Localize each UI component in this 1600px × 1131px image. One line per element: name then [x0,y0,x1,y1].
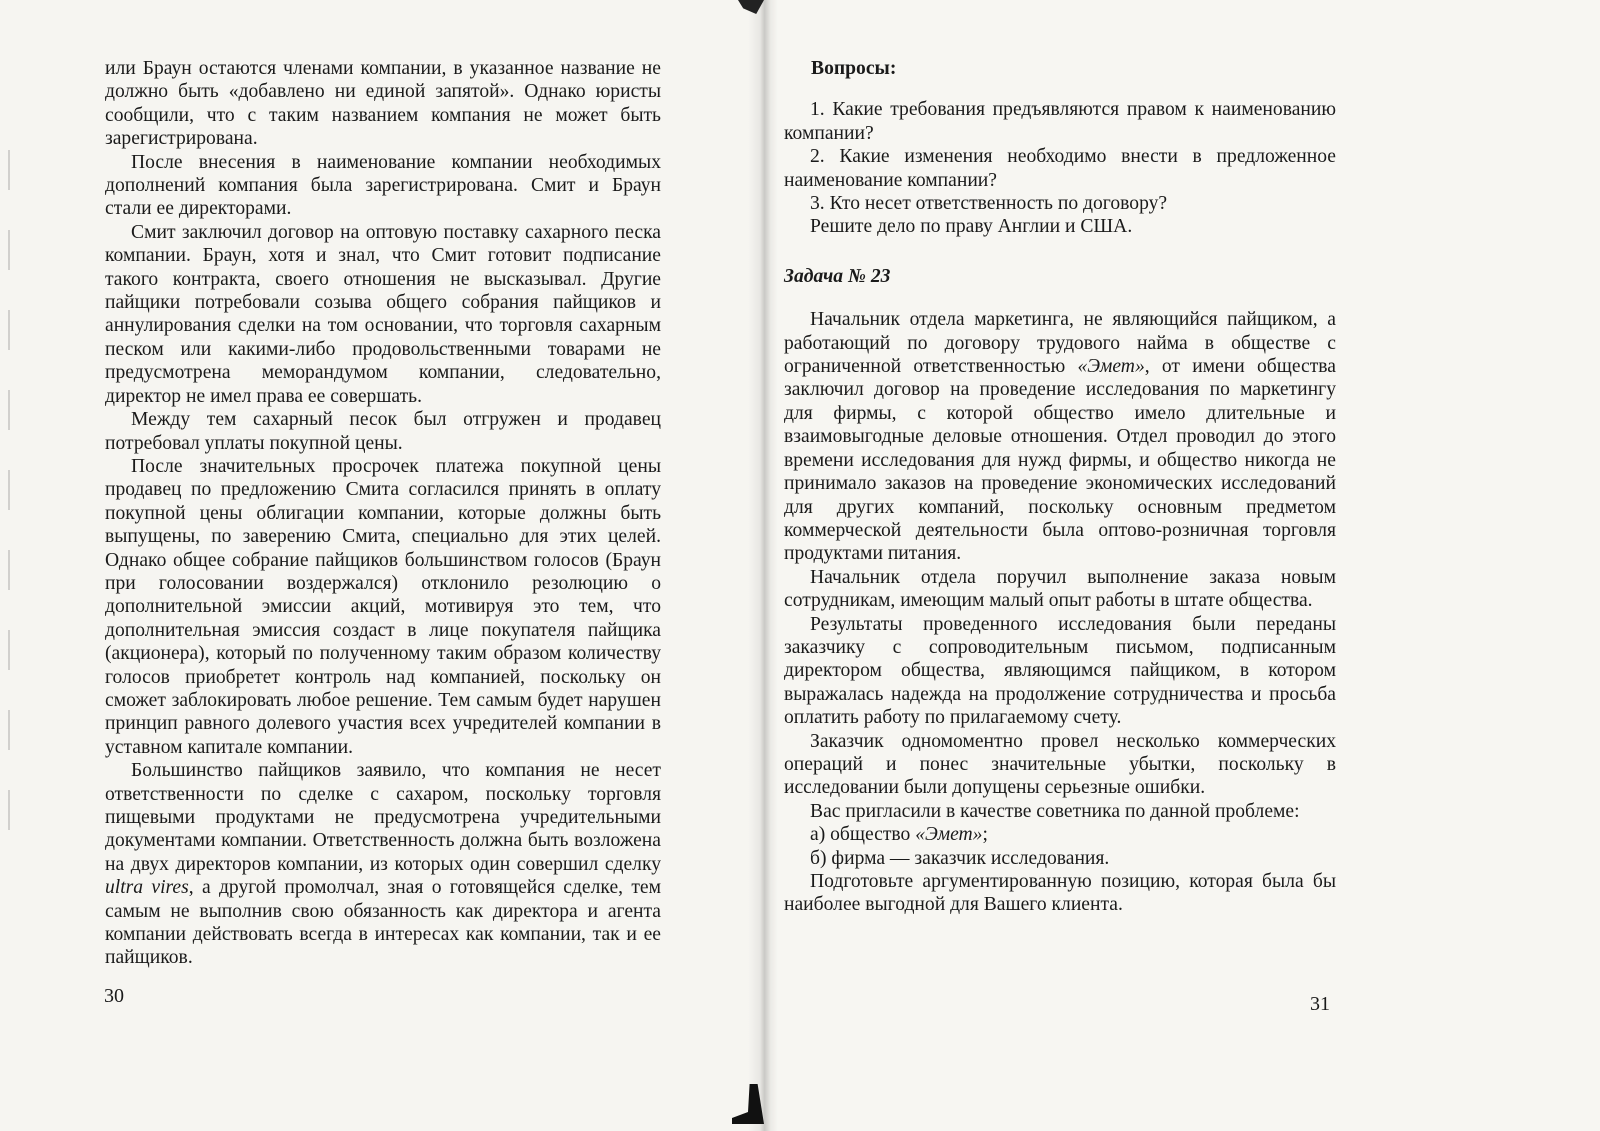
text-run: ; [982,824,988,846]
paragraph: или Браун остаются членами компании, в указанное название не должно быть «добавлено ни единой запятой». Однако юристы сообщили, что с таким названием компания не может быть зарегистрирована. [105,58,661,150]
paragraph: Заказчик одномоментно провел несколько коммерческих операций и понес значительные убытки, поскольку в исследовании были допущены серьезные ошибки. [784,730,1336,799]
page-edge-shadow [8,150,10,870]
spacer [784,90,1336,98]
italic-term: ultra vires [105,877,189,899]
paragraph: Вас пригласили в качестве советника по данной проблеме: [810,800,1300,822]
italic-company-name: «Эмет» [915,824,983,846]
paragraph: После значительных просрочек платежа покупной цены продавец по предложению Смита согласился принять в оплату покупной цены облигации компании, которые должны быть выпущены, по заверению Смита, специально для этих целей. Однако общее собрание пайщиков большинством голосов (Браун при голосовании воздержался) отклонило резолюцию о дополнительной эмиссии акций, мотивируя это тем, что дополнительная эмиссия создаст в лице покупателя пайщика (акционера), который по полученному таким образом количеству голосов приобретет контроль над компанией, поскольку он сможет заблокировать любое решение. Тем самым будет нарушен принцип равного долевого участия всех учредителей компании в уставном капитале компании. [105,455,661,758]
paragraph [105,759,661,970]
question-item: 2. Какие изменения необходимо внести в предложенное наименование компании? [784,146,1336,191]
list-item: б) фирма — заказчик исследования. [810,847,1110,869]
question-item: Решите дело по праву Англии и США. [810,216,1133,238]
paragraph: Результаты проведенного исследования были переданы заказчику с сопроводительным письмом, подписанным директором общества, являющимся пайщиком, в котором выражалась надежда на продолжение сотрудничества и просьба оплатить работу по прилагаемому счету. [784,613,1336,729]
text-run: , а другой промолчал, зная о готовящейся сделке, тем самым не выполнив свою обязанность как директора и агента компании действовать всегда в интересах как компании, так и ее пайщиков. [105,877,661,969]
paragraph: После внесения в наименование компании необходимых дополнений компания была зарегистрирована. Смит и Браун стали ее директорами. [105,151,661,220]
page-number: 31 [1310,993,1330,1015]
questions-heading: Вопросы: [811,58,897,79]
right-page-text [784,57,1336,917]
book-gutter [748,0,778,1131]
text-run: , от имени общества заключил договор на проведение исследования по маркетингу для фирмы, с которой общество имело длительные и взаимовыгодные деловые отношения. Отдел проводил до этого времени исследования для нужд фирмы, и общество никогда не принимало заказов на проведение экономических исследований для других компаний, поскольку основным предметом коммерческой деятельности была оптово-розничная торговля продуктами питания. [784,356,1336,565]
paragraph: Подготовьте аргументированную позицию, которая была бы наиболее выгодной для Вашего клиента. [784,871,1336,916]
text-run: Большинство пайщиков заявило, что компания не несет ответственности по сделке с сахаром, поскольку торговля пищевыми продуктами не предусмотрена учредительными документами компании. Ответственность должна быть возложена на двух директоров компании, из которых один совершил сделку [105,760,661,875]
paragraph [784,308,1336,565]
left-page-text [105,57,661,970]
right-page [770,0,1600,1131]
page-number: 30 [104,985,124,1007]
text-run: а) общество [810,824,916,846]
left-page [0,0,770,1131]
question-item: 1. Какие требования предъявляются правом к наименованию компании? [784,99,1336,144]
paragraph: Между тем сахарный песок был отгружен и продавец потребовал уплаты покупной цены. [105,409,661,454]
list-item [784,823,1336,846]
paragraph: Смит заключил договор на оптовую поставку сахарного песка компании. Браун, хотя и знал, что Смит готовит подписание такого контракта, своего отношения не высказывал. Другие пайщики потребовали созыва общего собрания пайщиков и аннулирования сделки на том основании, что торговля сахарным песком или какими-либо продовольственными товарами не предусмотрена меморандумом компании, следовательно, директор не имел права ее совершать. [105,221,661,407]
paragraph: Начальник отдела поручил выполнение заказа новым сотрудникам, имеющим малый опыт работы в штате общества. [784,566,1336,612]
task-title: Задача № 23 [784,265,891,287]
italic-company-name: «Эмет» [1077,356,1145,378]
text-run: Начальник отдела маркетинга, не являющийся пайщиком, а работающий по договору трудового найма в обществе с ограниченной ответственностью [784,309,1336,378]
question-item: 3. Кто несет ответственность по договору? [810,193,1168,215]
